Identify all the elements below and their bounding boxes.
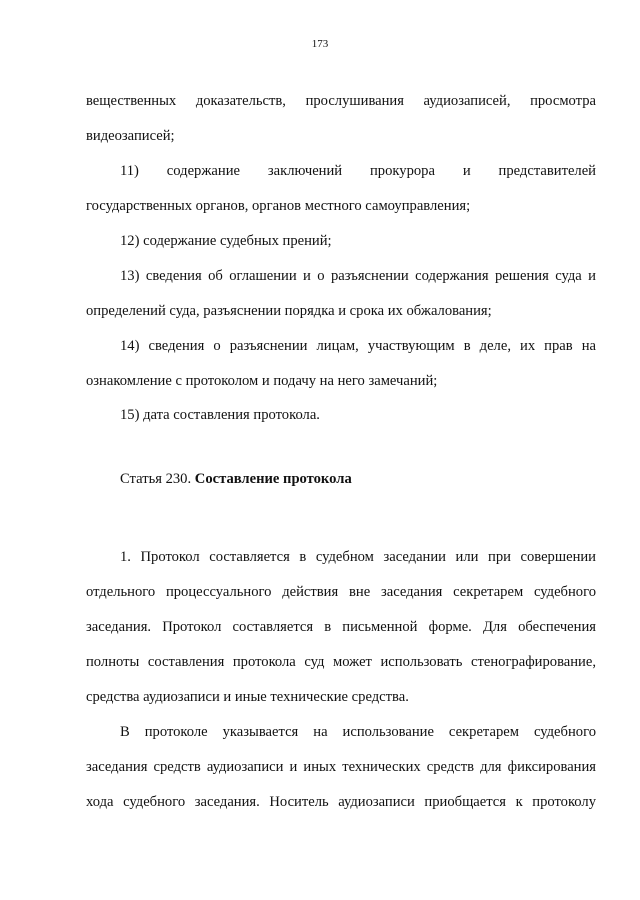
paragraph-line: полноты составления протокола суд может использовать стенографирование, [86, 654, 596, 670]
text-line: вещественных доказательств, прослушивания аудиозаписей, просмотра [86, 93, 596, 109]
article-number: Статья 230. [120, 471, 195, 487]
list-item-15: 15) дата составления протокола. [120, 407, 320, 423]
article-title: Составление протокола [194, 471, 352, 487]
text-line: государственных органов, органов местного самоуправления; [86, 198, 471, 214]
text-line: ознакомление с протоколом и подачу на него замечаний; [86, 373, 438, 389]
paragraph-line: 1. Протокол составляется в судебном заседании или при совершении [120, 549, 596, 565]
text-line: видеозаписей; [86, 128, 175, 144]
paragraph-line: заседания средств аудиозаписи и иных технических средств для фиксирования [86, 759, 596, 775]
list-item-14: 14) сведения о разъяснении лицам, участвующим в деле, их прав на [120, 338, 596, 354]
list-item-13: 13) сведения об оглашении и о разъяснении содержания решения суда и [120, 268, 596, 284]
paragraph-line: хода судебного заседания. Носитель аудиозаписи приобщается к протоколу [86, 794, 596, 810]
paragraph-line: В протоколе указывается на использование секретарем судебного [120, 724, 596, 740]
article-heading [120, 470, 352, 488]
list-item-12: 12) содержание судебных прений; [120, 233, 332, 249]
text-line: определений суда, разъяснении порядка и срока их обжалования; [86, 303, 492, 319]
page-number: 173 [311, 38, 329, 50]
list-item-11: 11) содержание заключений прокурора и представителей [120, 163, 596, 179]
paragraph-line: заседания. Протокол составляется в письменной форме. Для обеспечения [86, 619, 596, 635]
paragraph-line: средства аудиозаписи и иные технические средства. [86, 689, 409, 705]
paragraph-line: отдельного процессуального действия вне заседания секретарем судебного [86, 584, 596, 600]
